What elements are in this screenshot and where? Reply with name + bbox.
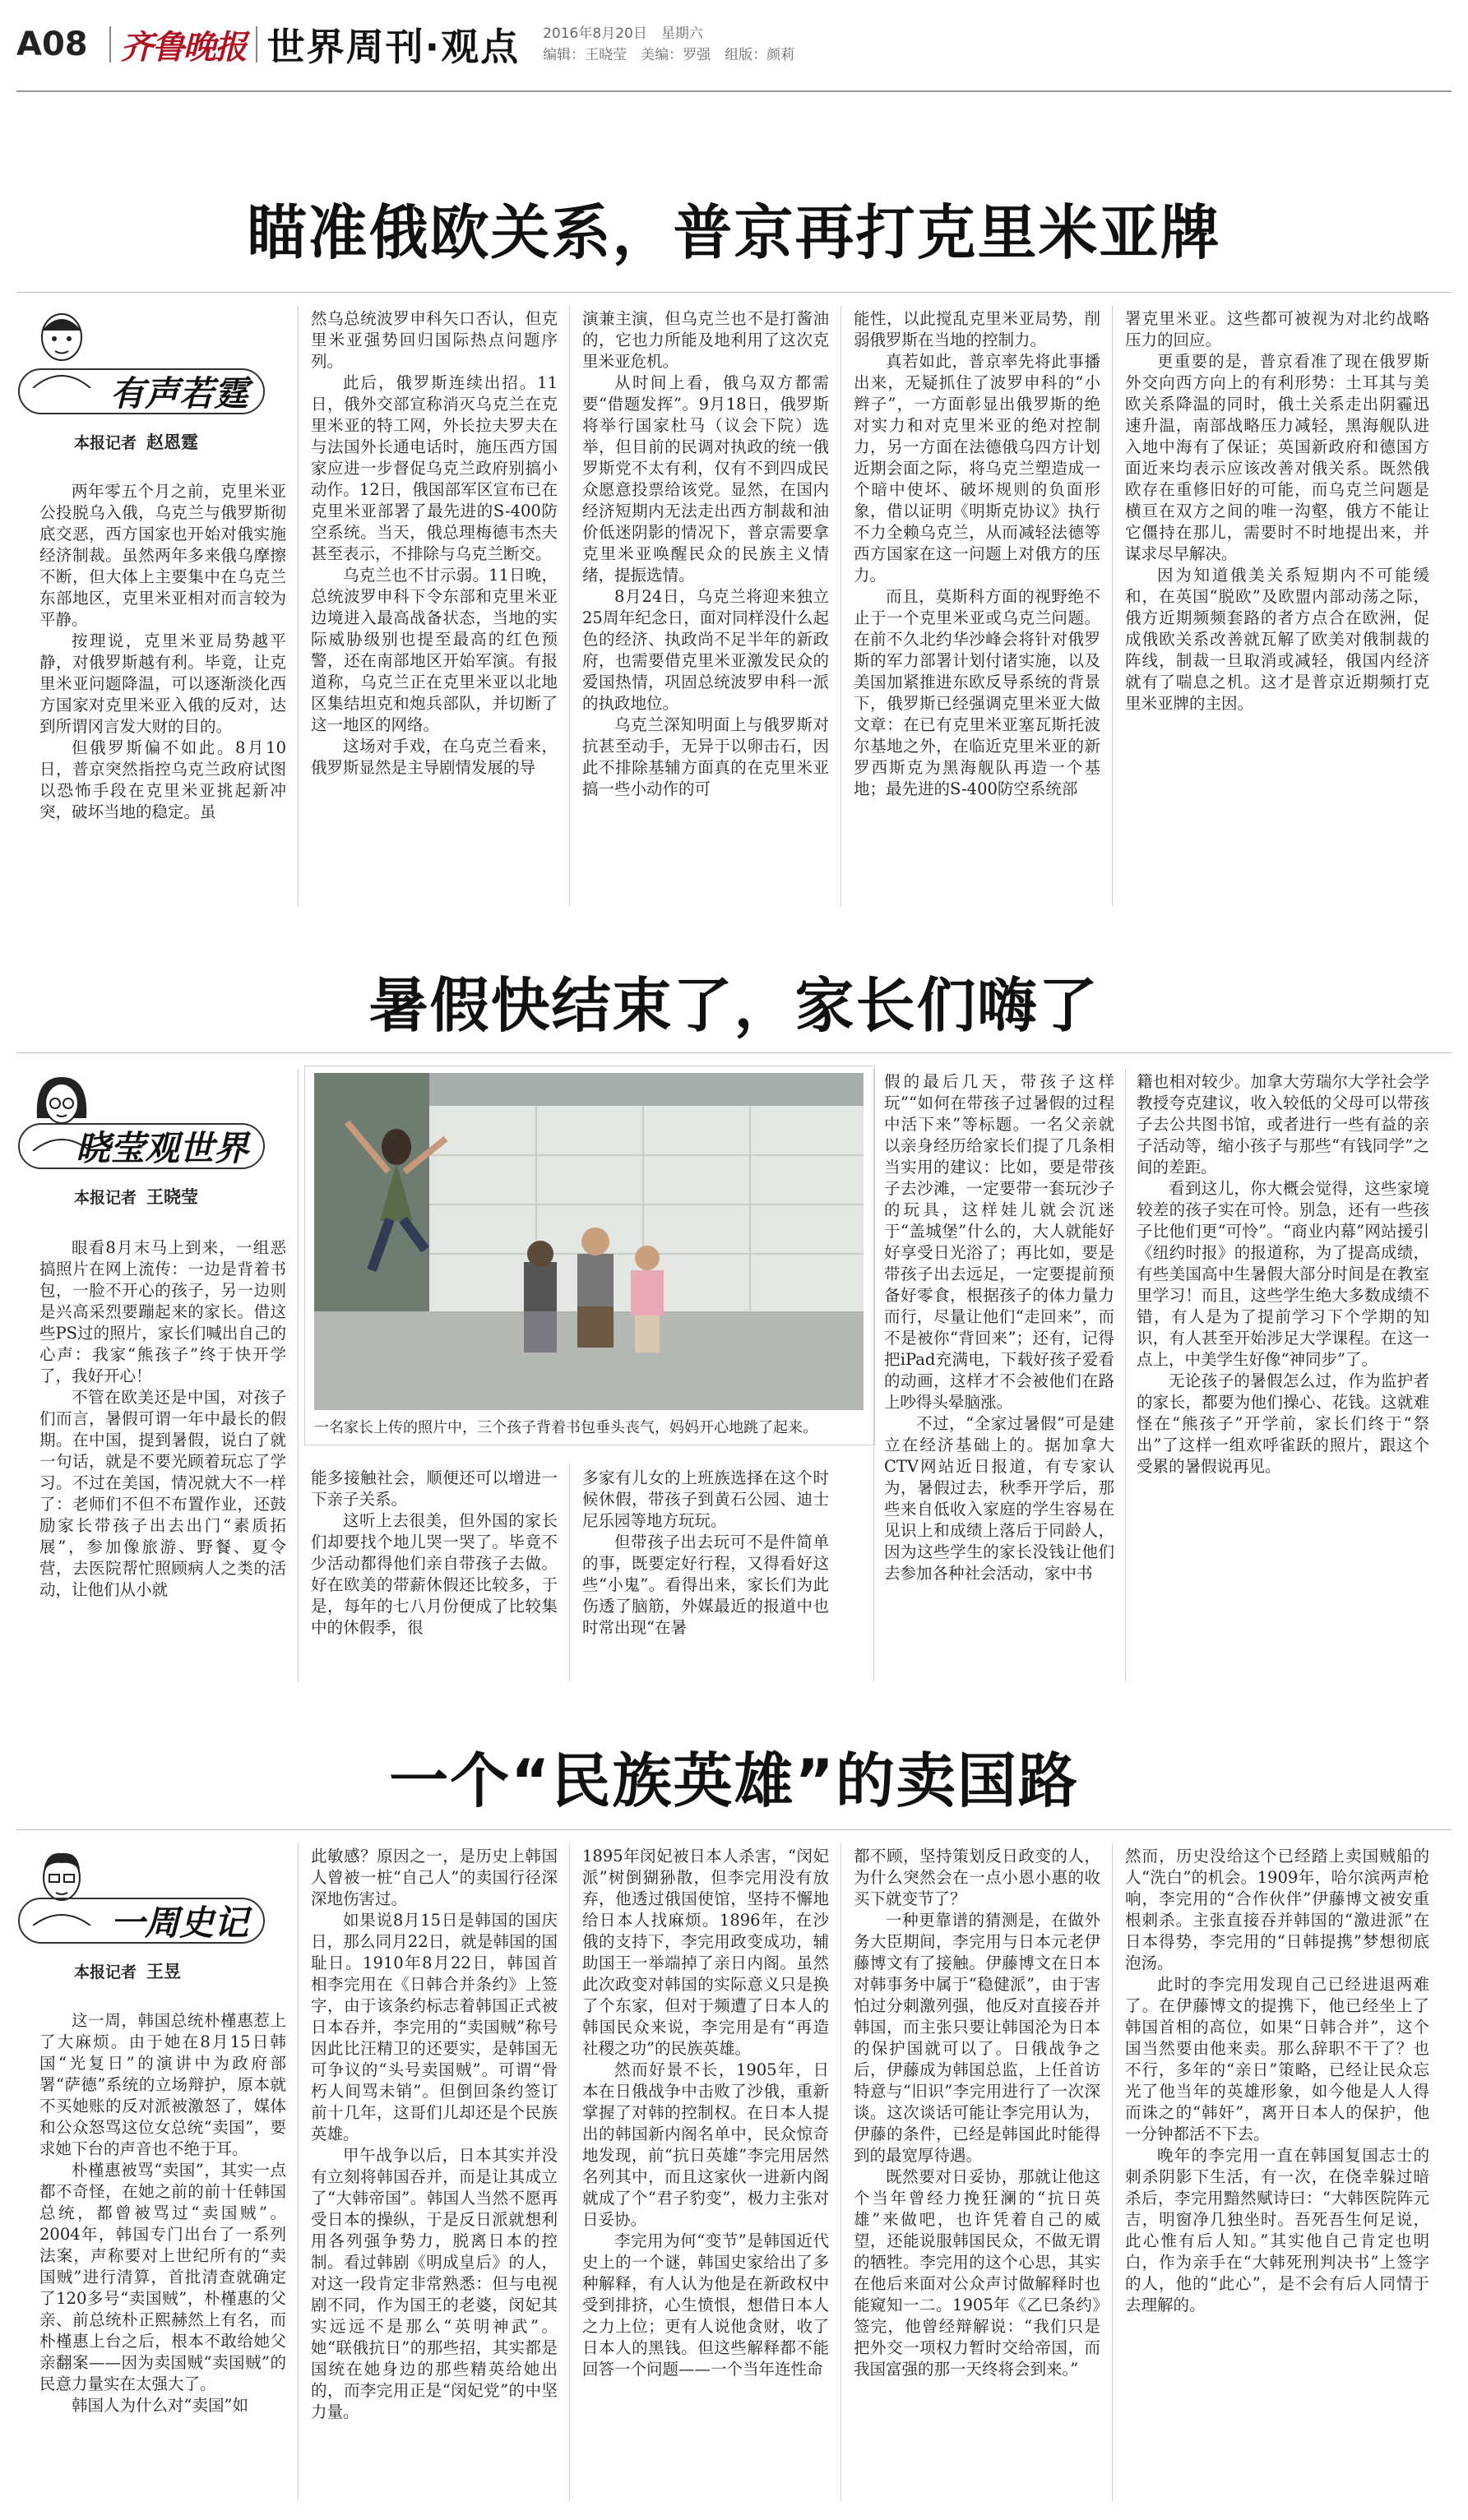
article-2-column-4 <box>884 1071 1114 1681</box>
issue-meta <box>543 23 794 66</box>
article-3-rule <box>16 1829 1452 1830</box>
masthead <box>16 15 1452 74</box>
paragraph: 按理说，克里米亚局势越平静，对俄罗斯越有利。毕竟，让克里米亚问题降温，可以逐渐淡化西方国家对克里米亚入俄的反对，达到所谓冈言发大财的目的。 <box>39 631 286 736</box>
paragraph: 乌克兰也不甘示弱。11日晚，总统波罗申科下令东部和克里米亚边境进入最高战备状态，当地的实际威胁级别也提至最高的红色预警，还在南部地区开始军演。有报道称，乌克兰正在克里米亚以北地区集结坦克和炮兵部队，并切断了这一地区的网络。 <box>311 566 558 734</box>
column-rule <box>569 1843 570 2501</box>
paragraph: 演兼主演，但乌克兰也不是打酱油的，它也力所能及地利用了这次克里米亚危机。 <box>582 309 829 371</box>
paragraph: 然乌总统波罗申科矢口否认，但克里米亚强势回归国际热点问题序列。 <box>311 309 558 371</box>
article-2-column-1 <box>39 1237 286 1681</box>
article-2-headline: 暑假快结束了，家长们嗨了 <box>368 971 1100 1040</box>
column-rule <box>873 1069 874 1681</box>
article-3-reporter-label: 本报记者 <box>74 1963 137 1981</box>
article-3-reporter-name: 王昱 <box>146 1962 182 1981</box>
article-1-headline: 瞄准俄欧关系，普京再打克里米亚牌 <box>247 198 1221 267</box>
paragraph: 籍也相对较少。加拿大劳瑞尔大学社会学教授夸克建议，收入较低的父母可以带孩子去公共图书馆，或者进行一些有益的亲子活动等，缩小孩子与那些“有钱同学”之间的差距。 <box>1137 1072 1429 1177</box>
column-rule <box>569 1463 570 1681</box>
paragraph: 晚年的李完用一直在韩国复国志士的刺杀阴影下生活，有一次，在侥幸躲过暗杀后，李完用黯然赋诗曰：“大韩医院阵元吉，明窗净几独坐时。吾死吾生何足说，此心惟有后人知。”其实他自己肯定也明白，作为亲手在“大韩死刑判决书”上签字的人，他的“此心”，是不会有后人同情于去理解的。 <box>1125 2146 1429 2314</box>
article-2-reporter-label: 本报记者 <box>74 1189 137 1207</box>
article-1-column-1 <box>39 481 286 909</box>
article-2-rule <box>16 1052 1452 1053</box>
article-3-headline: 一个“民族英雄”的卖国路 <box>389 1746 1079 1815</box>
column-rule <box>1112 306 1113 906</box>
page-number: A08 <box>16 25 88 63</box>
issue-weekday: 星期六 <box>660 25 703 42</box>
paragraph: 都不顾，坚持策划反日政变的人，为什么突然会在一点小恩小惠的收买下就变节了？ <box>854 1847 1100 1908</box>
issue-date: 2016年8月20日 <box>543 25 647 42</box>
paragraph: 8月24日，乌克兰将迎来独立25周年纪念日，面对同样没什么起色的经济、执政尚不足半年的新政府，也需要借克里米亚激发民众的爱国热情，巩固总统波罗申科一派的执政地位。 <box>582 587 829 713</box>
article-3-column-2 <box>311 1846 558 2504</box>
paragraph: 朴槿惠被骂“卖国”，其实一点都不奇怪，在她之前的前十任韩国总统，都曾被骂过“卖国贼”。2004年，韩国专门出台了一系列法案，声称要对上世纪所有的“卖国贼”进行清算，首批清查就确定了120多号“卖国贼”，朴槿惠的父亲、前总统朴正熙赫然上有名，而朴槿惠上台之后，根本不敢给她父亲翻案——因为卖国贼“卖国贼”的民意力量实在太强大了。 <box>39 2161 286 2393</box>
paragraph: 从时间上看，俄乌双方都需要“借题发挥”。9月18日，俄罗斯将举行国家杜马（议会下院）选举，但目前的民调对执政的统一俄罗斯党不太有利，仅有不到四成民众愿意投票给该党。显然，在国内经济短期内无法走出西方制裁和油价低迷阴影的情况下，普京需要拿克里米亚唤醒民众的民族主义情绪，提振选情。 <box>582 373 829 585</box>
paragraph: 但带孩子出去玩可不是件简单的事，既要定好行程，又得看好这些“小鬼”。看得出来，家长们为此伤透了脑筋，外媒最近的报道中也时常出现“在暑 <box>582 1533 829 1637</box>
article-3-column-1 <box>39 2010 286 2504</box>
article-1-rule <box>16 292 1452 293</box>
paragraph: 此后，俄罗斯连续出招。11日，俄外交部宣称消灭乌克兰在克里米亚的特工网，外长拉夫罗夫在与法国外长通电话时，施压西方国家应进一步督促乌克兰政府别搞小动作。12日，俄国部军区宣布已在克里米亚部署了最先进的S-400防空系统。当天，俄总理梅德韦杰夫甚至表示，不排除与乌克兰断交。 <box>311 373 558 563</box>
paragraph: 能多接触社会，顺便还可以增进一下亲子关系。 <box>311 1468 558 1509</box>
article-3-column-3 <box>582 1846 829 2504</box>
article-1-byline <box>74 429 198 454</box>
paragraph: 多家有儿女的上班族选择在这个时候休假，带孩子到黄石公园、迪士尼乐园等地方玩玩。 <box>582 1468 829 1530</box>
article-2-byline <box>74 1184 198 1209</box>
article-1-column-5 <box>1125 308 1429 909</box>
paragraph: 此时的李完用发现自己已经进退两难了。在伊藤博文的提携下，他已经坐上了韩国首相的高位，如果“日韩合并”，这个国当然要由他来卖。那么辞职不干了？也不行，多年的“亲日”策略，已经让民众忘光了他当年的英雄形象，如今他是人人得而诛之的“韩奸”，离开日本人的保护，他一分钟都活不下去。 <box>1125 1975 1429 2143</box>
paragraph: 韩国人为什么对“卖国”如 <box>72 2396 248 2415</box>
paragraph: 如果说8月15日是韩国的国庆日，那么同月22日，就是韩国的国耻日。1910年8月22日，韩国首相李完用在《日韩合并条约》上签字，由于该条约标志着韩国正式被日本吞并，李完用的“卖国贼”称号因此比汪精卫的还要实，是韩国无可争议的“头号卖国贼”。可谓“骨朽人间骂未销”。但倒回条约签订前十几年，这哥们儿却还是个民族英雄。 <box>311 1911 558 2143</box>
article-1-column-4 <box>854 308 1100 909</box>
paragraph: 真若如此，普京率先将此事播出来，无疑抓住了波罗申科的“小辫子”，一方面彰显出俄罗斯的绝对实力和对克里米亚的绝对控制力，另一方面在法德俄乌四方计划近期会面之际，将乌克兰塑造成一个暗中使坏、破坏规则的负面形象，借以证明《明斯克协议》执行不力全赖乌克兰，从而减轻法德等西方国家在这一问题上对俄方的压力。 <box>854 352 1100 585</box>
paragraph: 不管在欧美还是中国，对孩子们而言，暑假可谓一年中最长的假期。在中国，提到暑假，说白了就一句话，就是不要光顾着玩忘了学习。不过在美国，情况就大不一样了：老师们不但不布置作业，还鼓励家长带孩子出去出门“素质拓展”，参加像旅游、野餐、夏令营，去医院帮忙照顾病人之类的活动，让他们从小就 <box>39 1388 286 1599</box>
column-rule <box>569 306 570 906</box>
article-3-column-name: 一周史记 <box>18 1898 265 1944</box>
article-2-column-name: 晓莹观世界 <box>18 1123 265 1169</box>
article-3-column-5 <box>1125 1846 1429 2504</box>
paragraph: 署克里米亚。这些都可被视为对北约战略压力的回应。 <box>1125 309 1429 349</box>
article-3-column-4 <box>854 1846 1100 2504</box>
article-1-column-3 <box>582 308 829 909</box>
article-1-reporter-label: 本报记者 <box>74 434 137 452</box>
article-1-column-name: 有声若霆 <box>18 368 265 414</box>
paragraph: 一种更靠谱的猜测是，在做外务大臣期间，李完用与日本元老伊藤博文有了接触。伊藤博文在日本对韩事务中属于“稳健派”，由于害怕过分刺激列强，他反对直接吞并韩国，而主张只要让韩国沦为日本的保护国就可以了。日俄战争之后，伊藤成为韩国总监，上任首访特意与“旧识”李完用进行了一次深谈。这次谈话可能让李完用认为，伊藤的条件，已经是韩国此时能得到的最宽厚待遇。 <box>854 1911 1100 2165</box>
paragraph: 更重要的是，普京看准了现在俄罗斯外交向西方向上的有利形势：土耳其与美欧关系降温的同时，俄土关系走出阴霾迅速升温，南部战略压力减轻，黑海舰队进入地中海有了保证；英国新政府和德国方面近来均表示应该改善对俄关系。既然俄欧存在重修旧好的可能，而乌克兰问题是横亘在双方之间的唯一沟壑，俄方不能让它僵持在那儿，需要时不时地提出来，并谋求尽早解决。 <box>1125 352 1429 563</box>
paragraph: 两年零五个月之前，克里米亚公投脱乌入俄，乌克兰与俄罗斯彻底交恶，西方国家也开始对俄实施经济制裁。虽然两年多来俄乌摩擦不断，但大体上主要集中在乌克兰东部地区，克里米亚相对而言较为平静。 <box>39 482 286 629</box>
paragraph: 而且，莫斯科方面的视野绝不止于一个克里米亚或乌克兰问题。在前不久北约华沙峰会将针对俄罗斯的军力部署计划付诸实施，以及美国加紧推进东欧反导系统的背景下，俄罗斯已经强调克里米亚大做文章：在已有克里米亚塞瓦斯托波尔基地之外，在临近克里米亚的新罗西斯克为黑海舰队再造一个基地；最先进的S-400防空系统部 <box>854 587 1100 798</box>
masthead-rule <box>16 90 1452 92</box>
paragraph: 但俄罗斯偏不如此。8月10日，普京突然指控乌克兰政府试图以恐怖手段在克里米亚挑起新冲突，破坏当地的稳定。虽 <box>39 738 286 821</box>
paragraph: 无论孩子的暑假怎么过，作为监护者的家长，都要为他们操心、花钱。这就难怪在“熊孩子”开学前，家长们终于“祭出”了这样一组欢呼雀跃的照片，跟这个受累的暑假说再见。 <box>1137 1371 1429 1476</box>
newspaper-logo: 齐鲁晚报 <box>120 27 246 67</box>
paragraph: 不过，“全家过暑假”可是建立在经济基础上的。据加拿大CTV网站近日报道，有专家认为，暑假过去，秋季开学后，那些来自低收入家庭的学生容易在见识上和成绩上落后于同龄人，因为这些学生的家长没钱让他们去参加各种社会活动，家中书 <box>884 1414 1114 1583</box>
photo-family-jumping <box>314 1073 864 1410</box>
column-rule <box>298 1069 299 1681</box>
paragraph: 这场对手戏，在乌克兰看来，俄罗斯显然是主导剧情发展的导 <box>311 737 558 777</box>
paragraph: 能性，以此搅乱克里米亚局势，削弱俄罗斯在当地的控制力。 <box>854 309 1100 349</box>
article-2-column-3 <box>582 1468 829 1681</box>
column-rule <box>298 1843 299 2501</box>
paragraph: 这听上去很美，但外国的家长们却要找个地儿哭一哭了。毕竟不少活动都得他们亲自带孩子去做。好在欧美的带薪休假还比较多，于是，每年的七八月份便成了比较集中的休假季，很 <box>311 1511 558 1637</box>
article-2-column-5 <box>1137 1071 1429 1681</box>
article-2-column-2 <box>311 1468 558 1681</box>
paragraph: 这一周，韩国总统朴槿惠惹上了大麻烦。由于她在8月15日韩国“光复日”的演讲中为政府部署“萨德”系统的立场辩护，原本就不买她账的反对派被激怒了，媒体和公众怒骂这位女总统“卖国”，要求她下台的声音也不绝于耳。 <box>39 2011 286 2158</box>
column-rule <box>298 306 299 906</box>
paragraph: 甲午战争以后，日本其实并没有立刻将韩国吞并，而是让其成立了“大韩帝国”。韩国人当然不愿再受日本的操纵，于是反日派就想利用各列强争势力，脱离日本的控制。看过韩剧《明成皇后》的人，对这一段肯定非常熟悉：但与电视剧不同，作为国王的老婆，闵妃其实远远不是那么“英明神武”。她“联俄抗日”的那些招，其实都是国统在她身边的那些精英给她出的，而李完用正是“闵妃党”的中坚力量。 <box>311 2146 558 2421</box>
paragraph: 假的最后几天，带孩子这样玩”“如何在带孩子过暑假的过程中活下来”等标题。一名父亲就以亲身经历给家长们提了几条相当实用的建议：比如，要是带孩子去沙滩，一定要带一套玩沙子的玩具，这样娃儿就会沉迷于“盖城堡”什么的，大人就能好好享受日光浴了；再比如，要是带孩子出去远足，一定要提前预备好零食，根据孩子的体力量力而行，尽量让他们“走回来”，而不是被你“背回来”；还有，记得把iPad充满电，下载好孩子爱看的动画，这样才不会被他们在路上吵得头晕脑涨。 <box>884 1072 1114 1412</box>
article-1-column-2 <box>311 308 558 909</box>
column-rule <box>1112 1843 1113 2501</box>
paragraph: 李完用为何“变节”是韩国近代史上的一个谜，韩国史家给出了多种解释，有人认为他是在新政权中受到排挤，心生愤恨，想借日本人之力上位；更有人说他贪财，收了日本人的黑钱。但这些解释都不能回答一个问题——一个当年连性命 <box>582 2231 829 2379</box>
paragraph: 眼看8月末马上到来，一组恶搞照片在网上流传：一边是背着书包，一脸不开心的孩子，另一边则是兴高采烈要蹦起来的家长。借这些PS过的照片，家长们喊出自己的心声：我家“熊孩子”终于快开学了，我好开心！ <box>39 1238 286 1385</box>
masthead-divider-2 <box>256 26 257 62</box>
masthead-divider <box>109 26 111 62</box>
paragraph: 看到这儿，你大概会觉得，这些家境较差的孩子实在可怜。别急，还有一些孩子比他们更“可怜”。“商业内幕”网站援引《纽约时报》的报道称，为了提高成绩，有些美国高中生暑假大部分时间是在教室里学习！而且，这些学生绝大多数成绩不错，有人是为了提前学习下个学期的知识，有人甚至开始涉足大学课程。在这一点上，中美学生好像“神同步”了。 <box>1137 1179 1429 1369</box>
paragraph: 然而好景不长，1905年，日本在日俄战争中击败了沙俄，重新掌握了对韩的控制权。在日本人提出的韩国新内阁名单中，民众惊奇地发现，前“抗日英雄”李完用居然名列其中，而且这家伙一进新内阁就成了个“君子豹变”，极力主张对日妥协。 <box>582 2060 829 2229</box>
photo-caption: 一名家长上传的照片中，三个孩子背着书包垂头丧气，妈妈开心地跳了起来。 <box>314 1419 817 1436</box>
section-title: 世界周刊·观点 <box>266 25 521 69</box>
paragraph: 乌克兰深知明面上与俄罗斯对抗甚至动手，无异于以卵击石，因此不排除基辅方面真的在克里米亚搞一些小动作的可 <box>582 715 829 798</box>
article-2-reporter-name: 王晓莹 <box>146 1187 199 1207</box>
paragraph: 既然要对日妥协，那就让他这个当年曾经力挽狂澜的“抗日英雄”来做吧，也许凭着自己的威望，还能说服韩国民众，不做无谓的牺牲。李完用的这个心思，其实在他后来面对公众声讨做解释时也能窥知一二。1905年《乙巳条约》签完，他曾经辩解说：“我们只是把外交一项权力暂时交给帝国，而我国富强的那一天终将会到来。” <box>854 2167 1100 2379</box>
paragraph: 因为知道俄美关系短期内不可能缓和，在英国“脱欧”及欧盟内部动荡之际，俄方近期频频套路的者方点合在欧洲，促成俄欧关系改善就瓦解了欧美对俄制裁的阵线，制裁一旦取消或减轻，俄国内经济就有了喘息之机。这才是普京近期频打克里米亚牌的主因。 <box>1125 566 1429 713</box>
issue-credits: 编辑：王晓莹 美编：罗强 组版：颜莉 <box>543 47 795 63</box>
paragraph: 然而，历史没给这个已经踏上卖国贼船的人“洗白”的机会。1909年，哈尔滨两声枪响，李完用的“合作伙伴”伊藤博文被安重根刺杀。主张直接吞并韩国的“激进派”在日本得势，李完用的“日韩提携”梦想彻底泡汤。 <box>1125 1847 1429 1972</box>
paragraph: 此敏感？原因之一，是历史上韩国人曾被一桩“自己人”的卖国行径深深地伤害过。 <box>311 1847 558 1908</box>
column-rule <box>1125 1069 1126 1681</box>
article-1-reporter-name: 赵恩霆 <box>146 432 199 452</box>
paragraph: 1895年闵妃被日本人杀害，“闵妃派”树倒猢狲散，但李完用没有放弃，他透过俄国使馆，坚持不懈地给日本人找麻烦。1896年，在沙俄的支持下，李完用政变成功，辅助国王一举端掉了亲日内阁。虽然此次政变对韩国的实际意义只是换了个东家，但对于频遭了日本人的韩国民众来说，李完用是有“再造社稷之功”的民族英雄。 <box>582 1847 829 2058</box>
article-3-byline <box>74 1958 181 1983</box>
